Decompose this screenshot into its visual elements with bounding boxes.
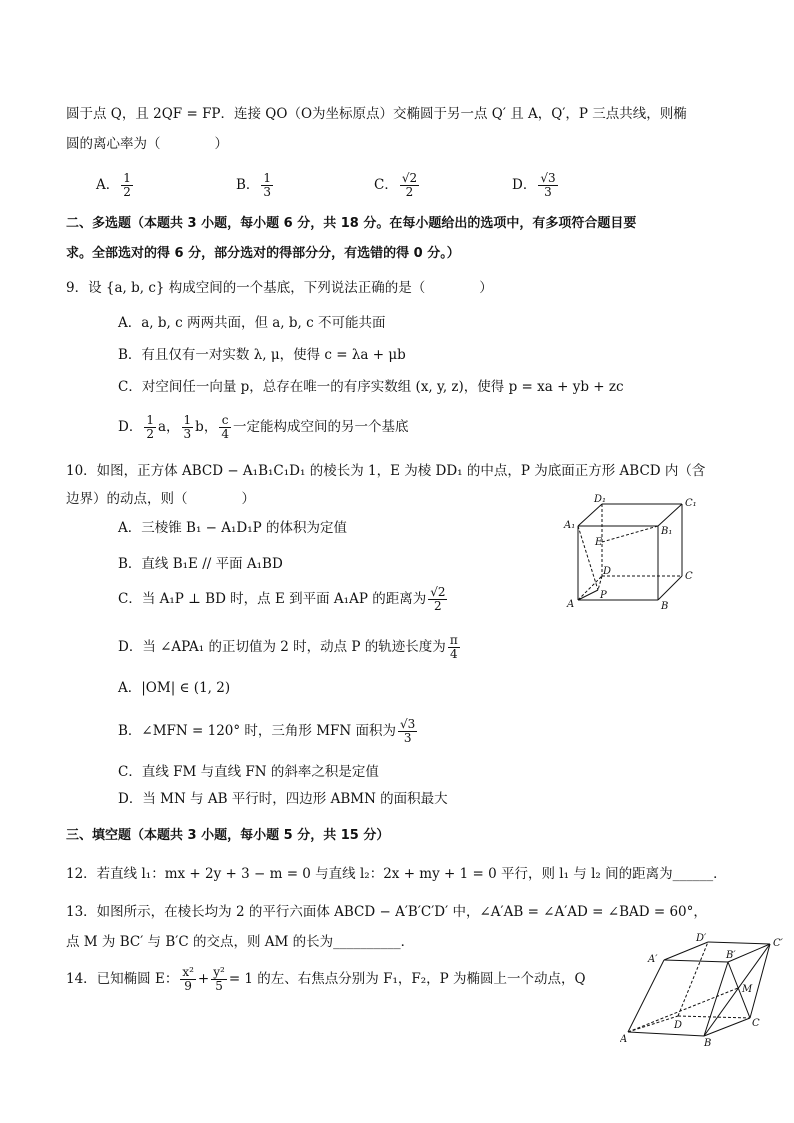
- q9-option-a: A．a, b, c 两两共面，但 a, b, c 不可能共面: [118, 315, 386, 331]
- cube-label-d: D: [603, 566, 612, 577]
- q10-line2: 边界）的动点，则（ ）: [66, 491, 255, 507]
- cube-label-a: A: [567, 599, 575, 610]
- q9-option-b: B．有且仅有一对实数 λ, μ，使得 c = λa + μb: [118, 347, 406, 363]
- q9-stem: 9．设 {a, b, c} 构成空间的一个基底，下列说法正确的是（ ）: [66, 280, 493, 296]
- prism-label-m: M: [742, 984, 753, 995]
- q12-text: 12．若直线 l₁：mx + 2y + 3 − m = 0 与直线 l₂：2x + my + 1 = 0 平行，则 l₁ 与 l₂ 间的距离为______．: [66, 866, 727, 882]
- q14-text: 14．已知椭圆 E： $\frac{\text{x²}}{9}$ + $\frac{\text{y²}}{5}$ = 1 的左、右焦点分别为 F₁，F₂，P 为椭圆上一个动点，Q: [66, 965, 586, 993]
- cube-label-b: B: [661, 601, 669, 612]
- prism-label-b: B: [704, 1038, 712, 1048]
- prism-label-c-prime: C′: [773, 938, 783, 949]
- prism-label-a: A: [620, 1034, 628, 1045]
- cube-label-b1: B₁: [661, 526, 673, 537]
- q11-option-c: C．直线 FM 与直线 FN 的斜率之积是定值: [118, 764, 379, 780]
- q9-option-d: D． $\frac{1}{2}$ a， $\frac{1}{3}$ b， $\frac{c}{4}$ 一定能构成空间的另一个基底: [118, 413, 409, 441]
- q8-line1: 圆于点 Q，且 2QF = FP．连接 QO（O为坐标原点）交椭圆于另一点 Q′ 且 A，Q′，P 三点共线，则椭: [66, 106, 687, 122]
- section2-header-line2: 求。全部选对的得 6 分，部分选对的得部分分，有选错的得 0 分。）: [66, 246, 460, 261]
- q8-option-b: B． $\frac{1}{3}$: [236, 171, 272, 199]
- q10-option-b: B．直线 B₁E // 平面 A₁BD: [118, 556, 283, 572]
- cube-label-c: C: [685, 571, 693, 582]
- section3-header: 三、填空题（本题共 3 小题，每小题 5 分，共 15 分）: [66, 828, 390, 843]
- prism-label-d: D: [674, 1020, 683, 1031]
- prism-label-c: C: [752, 1018, 760, 1029]
- q11-option-a: A．|OM| ∈ (1, 2): [118, 680, 231, 696]
- q10-option-d: D．当 ∠APA₁ 的正切值为 2 时，动点 P 的轨迹长度为 $\frac{\pi}{4}$: [118, 633, 458, 661]
- prism-label-a-prime: A′: [648, 954, 658, 965]
- q13-line2: 点 M 为 BC′ 与 B′C 的交点，则 AM 的长为__________．: [66, 934, 415, 950]
- q8-option-c: C． $\frac{√2}{2}$: [374, 171, 418, 199]
- q8-option-a: A． $\frac{1}{2}$: [96, 171, 131, 199]
- prism-label-b-prime: B′: [726, 950, 736, 961]
- cube-label-p: P: [600, 590, 607, 601]
- q11-option-d: D．当 MN 与 AB 平行时，四边形 ABMN 的面积最大: [118, 791, 448, 807]
- section2-header-line1: 二、多选题（本题共 3 小题，每小题 6 分，共 18 分。在每小题给出的选项中，有多项符合题目要: [66, 216, 637, 231]
- parallelepiped-figure: [620, 932, 794, 1048]
- cube-label-a1: A₁: [564, 520, 576, 531]
- cube-label-c1: C₁: [685, 498, 697, 509]
- q9-option-c: C．对空间任一向量 p，总存在唯一的有序实数组 (x, y, z)，使得 p = xa + yb + zc: [118, 379, 624, 395]
- cube-figure: [562, 490, 702, 612]
- q10-option-c: C．当 A₁P ⊥ BD 时，点 E 到平面 A₁AP 的距离为 $\frac{√2}{2}$: [118, 585, 446, 613]
- q10-line1: 10．如图，正方体 ABCD − A₁B₁C₁D₁ 的棱长为 1，E 为棱 DD₁ 的中点，P 为底面正方形 ABCD 内（含: [66, 463, 706, 479]
- cube-label-e: E: [595, 537, 603, 548]
- q10-option-a: A．三棱锥 B₁ − A₁D₁P 的体积为定值: [118, 520, 348, 536]
- q11-option-b: B．∠MFN = 120° 时，三角形 MFN 面积为 $\frac{√3}{3}$: [118, 717, 416, 745]
- q8-option-d: D． $\frac{√3}{3}$: [512, 171, 556, 199]
- q13-line1: 13．如图所示，在棱长均为 2 的平行六面体 ABCD − A′B′C′D′ 中，∠A′AB = ∠A′AD = ∠BAD = 60°，: [66, 904, 707, 920]
- cube-label-d1: D₁: [594, 494, 607, 505]
- prism-label-d-prime: D′: [696, 933, 707, 944]
- q8-line2: 圆的离心率为（ ）: [66, 136, 228, 152]
